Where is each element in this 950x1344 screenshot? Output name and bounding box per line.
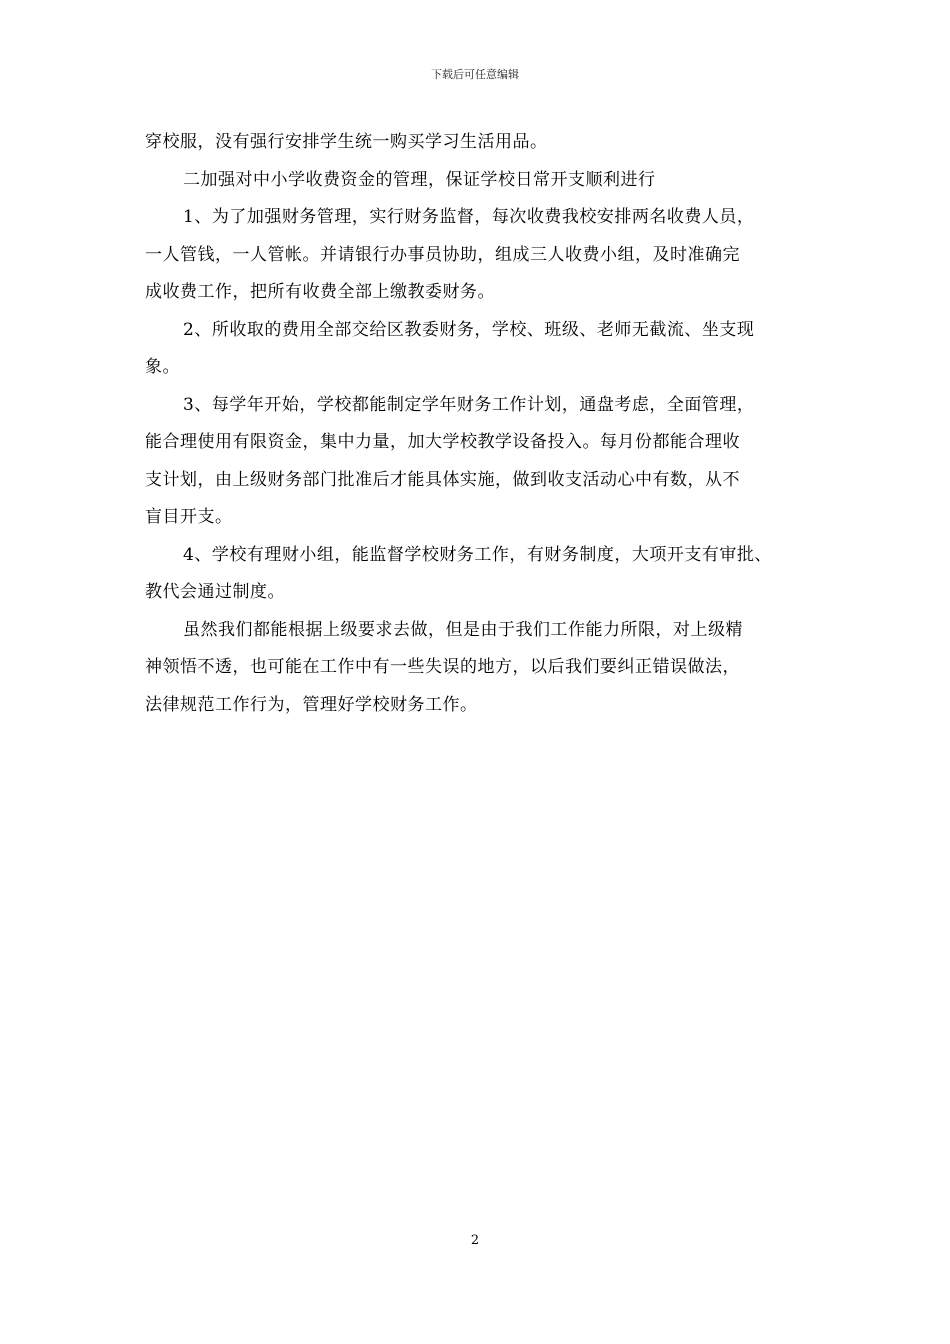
text-line: 2、所收取的费用全部交给区教委财务，学校、班级、老师无截流、坐支现 <box>183 319 755 340</box>
text-line: 一人管钱，一人管帐。并请银行办事员协助，组成三人收费小组，及时准确完 <box>145 244 740 265</box>
page-header: 下载后可任意编辑 <box>431 68 519 81</box>
text-line: 教代会通过制度。 <box>145 582 285 602</box>
text-line: 象。 <box>145 357 180 377</box>
document-body <box>145 124 815 724</box>
page-number: 2 <box>470 1233 480 1248</box>
text-line: 能合理使用有限资金，集中力量，加大学校教学设备投入。每月份都能合理收 <box>145 432 740 452</box>
text-line: 法律规范工作行为，管理好学校财务工作。 <box>145 694 478 715</box>
section-heading: 二加强对中小学收费资金的管理，保证学校日常开支顺利进行 <box>183 169 656 190</box>
text-line: 4、学校有理财小组，能监督学校财务工作，有财务制度，大项开支有审批、 <box>183 544 772 565</box>
text-line: 虽然我们都能根据上级要求去做，但是由于我们工作能力所限，对上级精 <box>183 619 743 640</box>
text-line: 支计划，由上级财务部门批准后才能具体实施，做到收支活动心中有数，从不 <box>145 469 740 490</box>
text-line: 穿校服，没有强行安排学生统一购买学习生活用品。 <box>145 132 548 152</box>
text-line: 3、每学年开始，学校都能制定学年财务工作计划，通盘考虑，全面管理， <box>183 394 755 415</box>
text-line: 盲目开支。 <box>145 507 233 527</box>
text-line: 1、为了加强财务管理，实行财务监督，每次收费我校安排两名收费人员， <box>183 207 755 227</box>
text-line: 成收费工作，把所有收费全部上缴教委财务。 <box>145 282 495 302</box>
text-line: 神领悟不透，也可能在工作中有一些失误的地方，以后我们要纠正错误做法， <box>145 657 740 677</box>
